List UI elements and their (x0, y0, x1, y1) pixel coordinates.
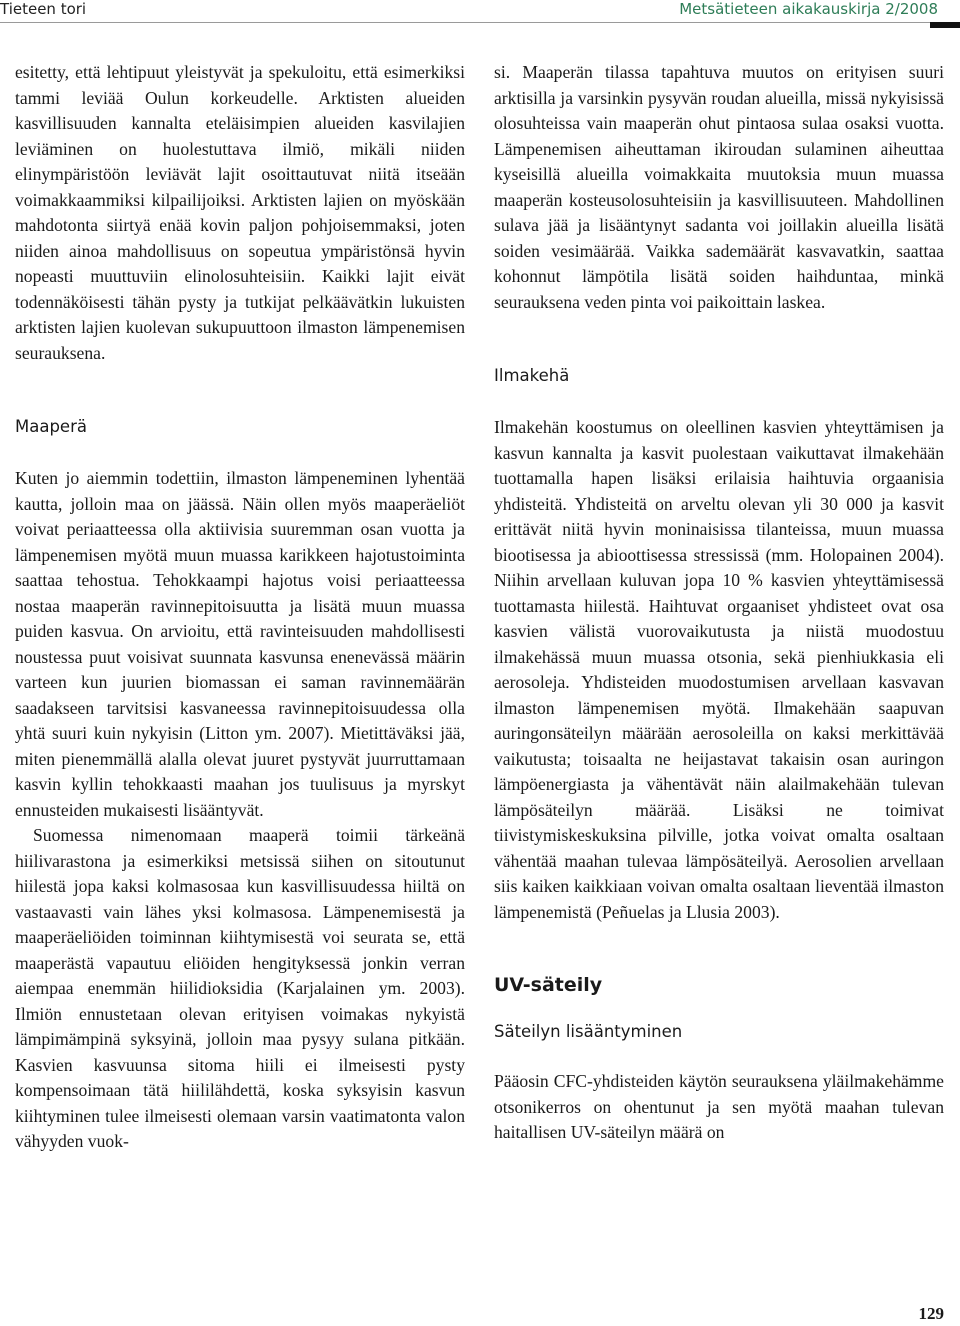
paragraph: Kuten jo aiemmin todettiin, ilmaston lämpeneminen lyhentää kautta, jolloin maa on jäässä. Näin ollen myös maaperäeliöt voivat periaatteessa olla aktiivisia suuremman osan vuotta ja lämpenemisen myötä muun muassa karikkeen hajotustoiminta saattaa tehostua. Tehokkaampi hajotus voisi periaatteessa nostaa maaperän ravinnepitoisuutta ja lisätä muun muassa puiden kasvua. On arvioitu, että ravinteisuuden mahdollisesti noustessa puut voisivat suunnata kasvunsa enenevässä määrin varteen kun juurien biomassan ei saman ravinnemäärän saadakseen tarvitsisi kasvaneessa ravinnepitoisuudessa olla yhtä suuri kuin nykyisin (Litton ym. 2007). Mietittäväksi jää, miten pienemmällä alalla olevat juuret pystyvät juurruttamaan kasvin kyllin tehokkaasti maahan jos tuulisuus ja myrskyt ennusteiden mukaisesti lisääntyvät. (15, 468, 465, 820)
left-column (15, 60, 465, 1155)
header-marker (930, 22, 960, 28)
page-number: 129 (918, 1304, 944, 1323)
running-header (0, 0, 960, 22)
paragraph: Pääosin CFC-yhdisteiden käytön seurauksena yläilmakehämme otsonikerros on ohentunut ja sen myötä maahan tulevan haitallisen UV-säteilyn määrä on (494, 1071, 944, 1142)
paragraph: si. Maaperän tilassa tapahtuva muutos on erityisen suuri arktisilla ja varsinkin pysyvän roudan alueilla, missä nykyisissä olosuhteissa vain maaperän ohut pintaosa sulaa osaksi vuotta. Lämpenemisen aiheuttaman ikiroudan sulaminen aiheuttaa kyseisillä alueilla voimakkaita muutoksia muun muassa maaperän kosteusolosuhteisiin ja kasvillisuuteen. Mahdollinen sulava jää ja lisääntynyt sadanta voi joillakin alueilla lisätä soiden vesimäärää. Vaikka sademäärät kasvavatkin, saattaa kohonnut lämpötila lisätä soiden haihduntaa, minkä seurauksena veden pinta voi paikoittain laskea. (494, 62, 944, 312)
section-heading-maapera: Maaperä (15, 417, 87, 436)
paragraph: esitetty, että lehtipuut yleistyvät ja spekuloitu, että esimerkiksi tammi leviää Oulun korkeudelle. Arktisten alueiden kasvillisuuden kannalta eteläisimpien alueiden kasvilajien leviäminen on huolestuttava ilmiö, mikäli niiden elinympäristöön leviävät lajit osoittautuvat niitä itseään voimakkaammiksi kilpailijoiksi. Arktisten lajien on myöskään mahdotonta siirtyä enää kovin paljon pohjoisemmaksi, joten niiden ainoa mahdollisuus on sopeutua ympäristönsä hyvin nopeasti muuttuviin elinolosuhteisiin. Kaikki lajit eivät todennäköisesti tähän pysty ja tutkijat pelkäävätkin lukuisten arktisten lajien kuolevan sukupuuttoon ilmaston lämpenemisen seurauksena. (15, 62, 465, 363)
section-heading-ilmakeha: Ilmakehä (494, 366, 570, 385)
section-heading-uv: UV-säteily (494, 974, 603, 996)
right-column (494, 60, 944, 1146)
header-rule (0, 22, 960, 23)
subsection-heading: Säteilyn lisääntyminen (494, 1022, 683, 1041)
paragraph: Ilmakehän koostumus on oleellinen kasvien yhteyttämisen ja kasvun kannalta ja kasvit puolestaan vaikuttavat ilmakehään tuottamalla hapen lisäksi erilaisia haihtuvia orgaanisia yhdisteitä. Yhdisteitä on arveltu olevan yli 30 000 ja kasvit erittävät niitä hyvin moninaisissa tilanteissa, muun muassa biootisessa ja abioottisessa stressissä (mm. Holopainen 2004). Niihin arvellaan kuluvan jopa 10 % kasvien yhteyttämisessä tuottamasta hiilestä. Haihtuvat orgaaniset yhdisteet ovat osa kasvien välistä vuorovaikutusta ja niistä muodostuu ilmakehässä muun muassa otsonia, sekä pienhiukkasia eli aerosoleja. Yhdisteiden muodostumisen arvellaan kasvavan ilmaston lämpenemisen myötä. Ilmakehään saapuvan auringonsäteilyn määrään aerosoleilla on kaksi merkittävää vaikutusta; toisaalta ne heijastavat takaisin osan auringon lämpöenergiasta ja vähentävät näin alailmakehään tulevan lämpösäteilyn määrää. Lisäksi ne toimivat tiivistymiskeskuksina pilville, jotka voivat omalta osaltaan vähentää maahan tulevaa lämpösäteilyä. Aerosolien arvellaan siis kaiken kaikkiaan voivan omalta osaltaan lieventää ilmaston lämpenemistä (Peñuelas ja Llusia 2003). (494, 417, 944, 922)
journal-name: Metsätieteen aikakauskirja 2/2008 (679, 0, 938, 18)
paragraph: Suomessa nimenomaan maaperä toimii tärkeänä hiilivarastona ja esimerkiksi metsissä siihen on sitoutunut hiilestä jopa kaksi kolmasosaa kun kasvillisuudessa hiiltä on vastaavasti vain lähes yksi kolmasosa. Lämpenemisestä ja maaperäeliöiden toiminnan kiihtymisestä voi seurata se, että maaperästä vapautuu eliöiden hengityksessä jonkin verran aiempaa enemmän hiilidioksidia (Karjalainen ym. 2003). Ilmiön ennustetaan olevan erityisen voimakas nykyistä lämpimämpinä syksyinä, jolloin maa pysyy sulana pitkään. Kasvien kasvuunsa sitoma hiili ei ilmeisesti pysty kompensoimaan tätä hiililähdettä, koska syksyisin kasvun kiihtyminen tulee ilmeisesti olemaan varsin vaatimatonta valon vähyyden vuok- (15, 825, 465, 1151)
section-name: Tieteen tori (0, 0, 87, 18)
